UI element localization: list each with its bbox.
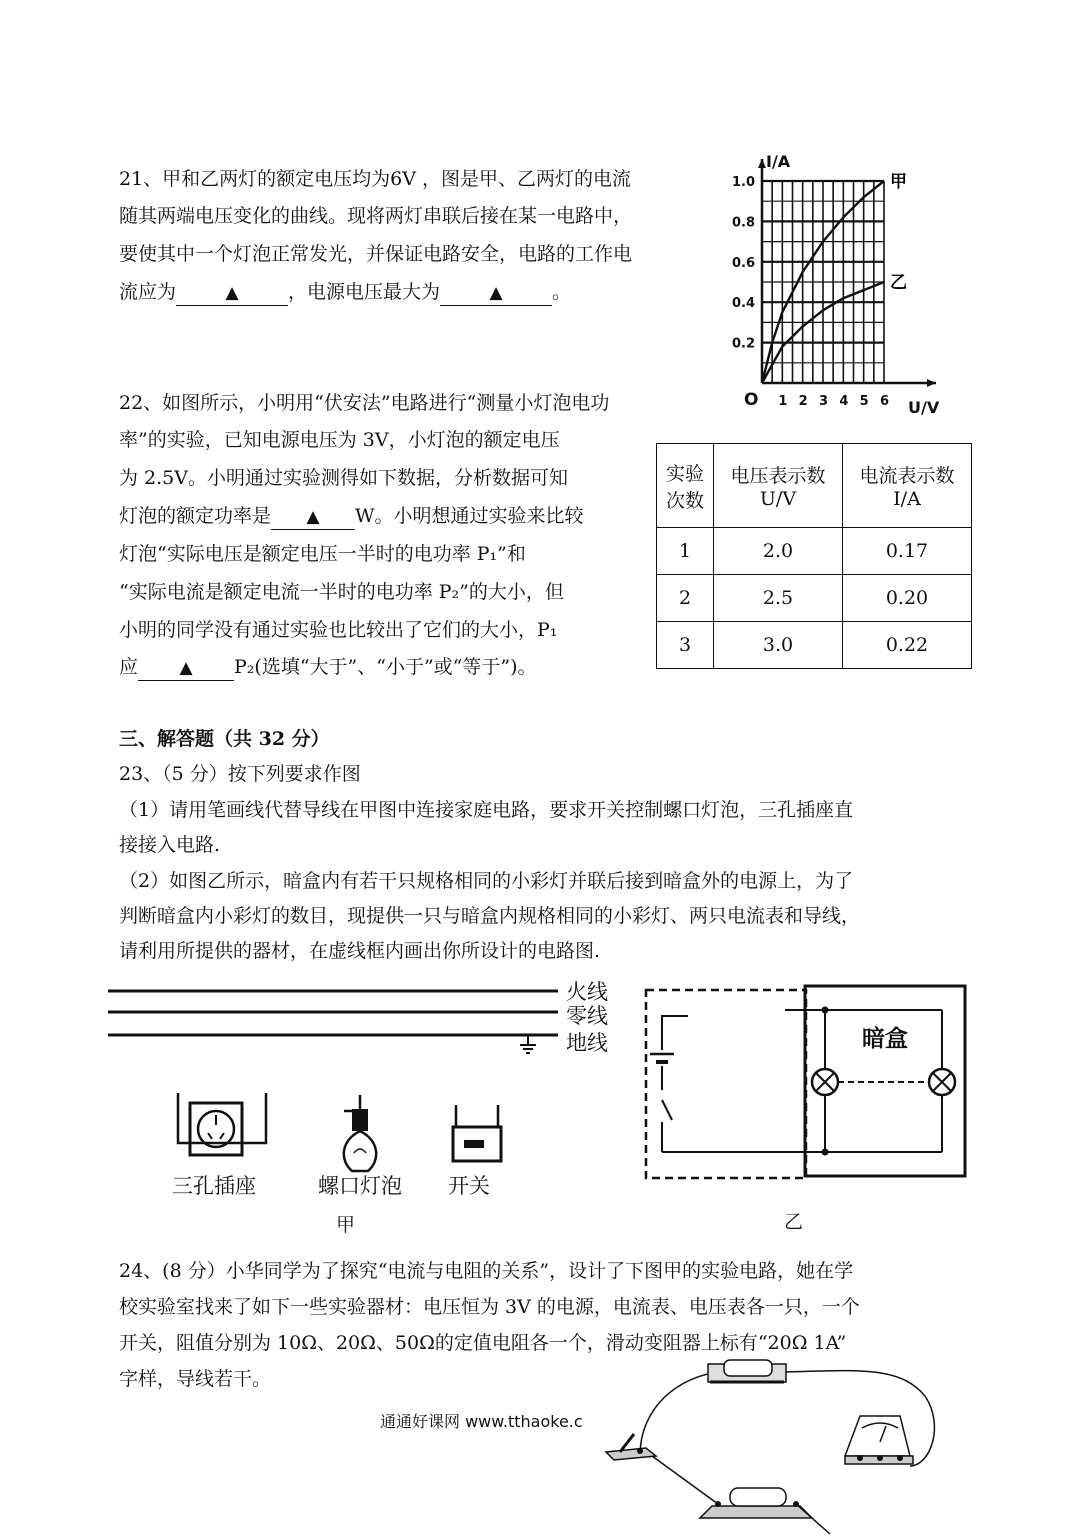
table-cell: 3.0 [714, 622, 843, 669]
chart-axes [758, 159, 936, 387]
q23-part2-line2: 判断暗盒内小彩灯的数目，现提供一只与暗盒内规格相同的小彩灯、两只电流表和导线， [119, 905, 861, 927]
socket-icon[interactable] [178, 1093, 266, 1155]
series-label: 甲 [890, 172, 907, 192]
header-bottom: U/V [759, 488, 797, 510]
screw-bulb-icon[interactable] [344, 1095, 376, 1171]
x-axis-arrow-icon [927, 379, 936, 387]
table-header-row [657, 444, 972, 528]
switch-device-icon [606, 1434, 656, 1460]
x-tick-label: 1 [778, 394, 788, 409]
q22-text-a: 灯泡的额定功率是 [119, 505, 272, 527]
y-tick-label: 0.8 [732, 215, 756, 231]
q23-part1-line2: 接接入电路. [119, 834, 221, 856]
neutral-wire-label: 零线 [566, 1004, 608, 1028]
section-title: 三、解答题（共 32 分） [119, 728, 330, 750]
q21-line3: 要使其中一个灯泡正常发光，并保证电路安全，电路的工作电 [119, 243, 633, 265]
origin-label: O [744, 390, 759, 410]
lamp-icon [929, 1069, 955, 1095]
q24-line2: 校实验室找来了如下一些实验器材：电压恒为 3V 的电源，电流表、电压表各一只，一个 [119, 1296, 860, 1318]
dashed-drawing-frame[interactable] [646, 990, 806, 1178]
table-cell: 2.5 [714, 575, 843, 622]
q21-line1: 21、甲和乙两灯的额定电压均为6V ，图是甲、乙两灯的电流 [119, 168, 632, 190]
table-cell: 0.17 [843, 528, 972, 575]
q23-part2-line1: （2）如图乙所示，暗盒内有若干只规格相同的小彩灯并联后接到暗盒外的电源上，为了 [119, 870, 854, 892]
figure-experiment-apparatus [600, 1356, 960, 1536]
switch-symbol-icon [662, 1066, 805, 1152]
iu-chart [720, 145, 950, 415]
table-header-cell [843, 444, 972, 528]
y-tick-label: 0.4 [732, 296, 756, 312]
q22-line5: 灯泡“实际电压是额定电压一半时的电功率 P₁”和 [119, 543, 526, 565]
dark-box-label: 暗盒 [862, 1026, 908, 1052]
q21-text-c: 。 [552, 281, 572, 303]
table-cell: 1 [657, 528, 714, 575]
table-cell: 2.0 [714, 528, 843, 575]
table-header-cell [714, 444, 843, 528]
q21-answer-blank-voltage[interactable] [440, 280, 552, 306]
header-top: 实验 [665, 462, 704, 485]
table-row [657, 528, 972, 575]
table-cell: 0.22 [843, 622, 972, 669]
q21-line2: 随其两端电压变化的曲线。现将两灯串联后接在某一电路中， [119, 205, 633, 227]
q24-line1: 24、(8 分）小华同学为了探究“电流与电阻的关系”，设计了下图甲的实验电路，她在学 [119, 1260, 854, 1282]
x-tick-label: 2 [798, 394, 808, 409]
connecting-wire[interactable] [796, 1504, 830, 1534]
x-axis-label: U/V [908, 398, 940, 417]
header-bottom: 次数 [665, 489, 704, 512]
table-cell: 3 [657, 622, 714, 669]
q21-text-b: ，电源电压最大为 [288, 281, 441, 303]
q22-line2: 率”的实验，已知电源电压为 3V，小灯泡的额定电压 [119, 429, 560, 451]
x-tick-label: 3 [819, 394, 829, 409]
header-top: 电流表示数 [859, 465, 955, 487]
q22-line1: 22、如图所示，小明用“伏安法”电路进行“测量小灯泡电功 [119, 392, 610, 414]
table-cell: 0.20 [843, 575, 972, 622]
q23-part2-line3: 请利用所提供的器材，在虚线框内画出你所设计的电路图. [119, 940, 601, 962]
x-tick-label: 5 [859, 394, 869, 409]
switch-icon[interactable] [453, 1105, 501, 1161]
q22-line7: 小明的同学没有通过实验也比较出了它们的大小，P₁ [119, 619, 558, 641]
socket-label: 三孔插座 [172, 1174, 256, 1198]
ammeter-icon [845, 1416, 913, 1464]
y-tick-label: 0.6 [732, 255, 756, 271]
table-header-cell [657, 444, 714, 528]
q22-text-b: W。小明想通过实验来比较 [355, 505, 584, 527]
q22-answer-blank-power[interactable] [271, 504, 355, 530]
table-row [657, 622, 972, 669]
y-axis-arrow-icon [758, 159, 766, 168]
battery-icon [650, 1016, 688, 1062]
chart-grid [762, 181, 884, 383]
figure-dark-box-circuit [640, 982, 970, 1182]
q22-answer-blank-compare[interactable] [138, 655, 234, 681]
q24-line3: 开关，阻值分别为 10Ω、20Ω、50Ω的定值电阻各一个，滑动变阻器上标有“20Ω 1A” [119, 1332, 847, 1354]
q22-line6: “实际电流是额定电流一半时的电功率 P₂”的大小，但 [119, 581, 564, 603]
q21-text-a: 流应为 [119, 281, 177, 303]
header-top: 电压表示数 [730, 465, 826, 487]
q23-part1-line1: （1）请用笔画线代替导线在甲图中连接家庭电路，要求开关控制螺口灯泡，三孔插座直 [119, 799, 854, 821]
blank-triangle-icon: ▲ [179, 658, 193, 678]
q22-text-c: 应 [119, 656, 139, 678]
figure-caption-a: 甲 [336, 1214, 356, 1236]
blank-triangle-icon: ▲ [225, 283, 239, 303]
x-tick-label: 4 [839, 394, 849, 409]
blank-triangle-icon: ▲ [306, 507, 320, 527]
figure-caption-b: 乙 [784, 1211, 804, 1233]
table-row [657, 575, 972, 622]
q22-line3: 为 2.5V。小明通过实验测得如下数据，分析数据可知 [119, 467, 568, 489]
y-axis-label: I/A [766, 152, 791, 171]
q24-line4: 字样，导线若干。 [119, 1368, 272, 1390]
x-tick-label: 6 [880, 394, 890, 409]
bulb-label: 螺口灯泡 [318, 1174, 402, 1198]
ground-wire-label: 地线 [566, 1031, 608, 1055]
blank-triangle-icon: ▲ [489, 283, 503, 303]
watermark: 通通好课网 www.tthaoke.c [380, 1412, 583, 1431]
q22-data-table [656, 443, 972, 669]
switch-label: 开关 [448, 1174, 490, 1198]
q22-line8 [119, 648, 537, 686]
q22-text-d: P₂(选填“大于”、“小于”或“等于”)。 [234, 656, 537, 678]
lamp-icon [812, 1069, 838, 1095]
q21-answer-blank-current[interactable] [176, 280, 288, 306]
q22-line4 [119, 497, 584, 535]
series-label: 乙 [890, 273, 907, 293]
battery-holder-icon [708, 1360, 786, 1382]
table-cell: 2 [657, 575, 714, 622]
y-tick-label: 1.0 [732, 175, 756, 190]
q23-title: 23、（5 分）按下列要求作图 [119, 763, 361, 785]
live-wire-label: 火线 [566, 980, 608, 1004]
header-bottom: I/A [893, 488, 921, 510]
ground-symbol-icon [520, 1035, 536, 1053]
q21-line4 [119, 273, 571, 311]
connecting-wire[interactable] [652, 1456, 718, 1504]
y-tick-label: 0.2 [732, 336, 756, 352]
